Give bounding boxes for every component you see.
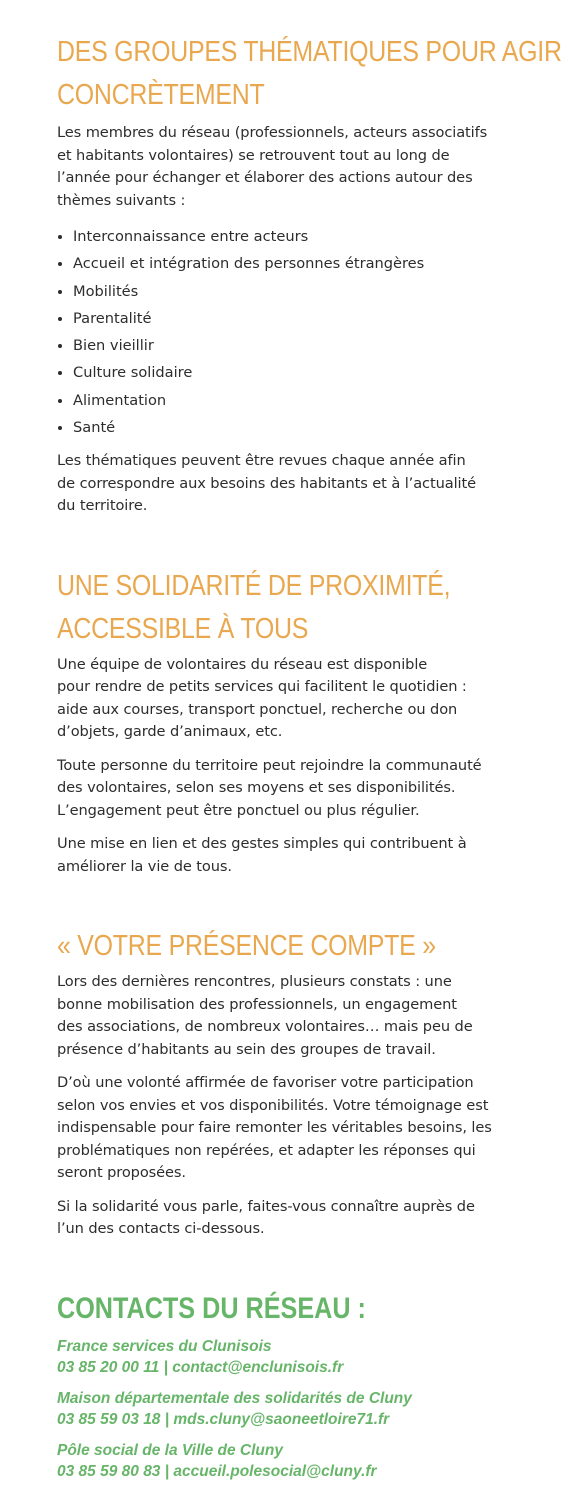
bullet-icon	[58, 344, 62, 348]
contact-details[interactable]: 03 85 59 03 18 | mds.cluny@saoneetloire71.fr	[57, 1410, 390, 1428]
intro-paragraph: Les membres du réseau (professionnels, acteurs associatifs et habitants volontaires) se retrouvent tout au long de l’année pour échanger et élaborer des actions autour des thèmes suivants :	[57, 124, 488, 209]
title-line: ACCESSIBLE À TOUS	[57, 612, 309, 645]
bullet-icon	[58, 371, 62, 375]
paragraph: Une équipe de volontaires du réseau est disponible pour rendre de petits services qui facilitent le quotidien : aide aux courses, transport ponctuel, recherche ou don d’objets, garde d’animaux, etc.	[57, 655, 467, 741]
list-item: Interconnaissance entre acteurs	[57, 223, 571, 250]
paragraph: Si la solidarité vous parle, faites-vous connaître auprès de l’un des contacts ci-dessous.	[57, 1197, 475, 1238]
contact-name: France services du Clunisois	[57, 1337, 272, 1355]
contact-card	[57, 1440, 571, 1482]
paragraph: Toute personne du territoire peut rejoindre la communauté des volontaires, selon ses moyens et ses disponibilités. L’engagement peut être ponctuel ou plus régulier.	[57, 756, 482, 819]
bullet-icon	[58, 317, 62, 321]
title-line: « VOTRE PRÉSENCE COMPTE »	[57, 930, 436, 963]
list-item: Alimentation	[57, 387, 571, 414]
list-item: Bien vieillir	[57, 332, 571, 359]
contact-card	[57, 1388, 571, 1430]
section-your-presence	[57, 922, 571, 1241]
contact-card	[57, 1336, 571, 1378]
paragraph: Une mise en lien et des gestes simples qui contribuent à améliorer la vie de tous.	[57, 835, 467, 875]
contact-details[interactable]: 03 85 59 80 83 | accueil.polesocial@cluny.fr	[57, 1462, 377, 1480]
outro-paragraph: Les thématiques peuvent être revues chaque année afin de correspondre aux besoins des habitants et à l’actualité du territoire.	[57, 452, 477, 515]
bullet-icon	[58, 426, 62, 430]
section-title	[57, 922, 499, 971]
list-item: Mobilités	[57, 278, 571, 305]
paragraph: Lors des dernières rencontres, plusieurs constats : une bonne mobilisation des professionnels, un engagement des associations, de nombreux volontaires… mais peu de présence d’habitants au sein des groupes de travail.	[57, 973, 473, 1058]
list-item: Parentalité	[57, 305, 571, 332]
title-line: UNE SOLIDARITÉ DE PROXIMITÉ,	[57, 569, 451, 602]
section-local-solidarity	[57, 562, 571, 879]
section-title	[57, 28, 562, 120]
contact-details[interactable]: 03 85 20 00 11 | contact@enclunisois.fr	[57, 1358, 344, 1376]
section-title	[57, 562, 499, 654]
bullet-icon	[58, 262, 62, 266]
paragraph: D’où une volonté affirmée de favoriser votre participation selon vos envies et vos disponibilités. Votre témoignage est indispensable pour faire remonter les véritables besoins, les problématiques non repérées, et adapter les réponses qui seront proposées.	[57, 1074, 492, 1182]
title-line: CONCRÈTEMENT	[57, 79, 265, 111]
contacts-title: CONTACTS DU RÉSEAU :	[57, 1291, 366, 1325]
list-item: Culture solidaire	[57, 359, 571, 386]
list-item: Santé	[57, 414, 571, 441]
bullet-icon	[58, 399, 62, 403]
document-page	[57, 28, 571, 1492]
list-item: Accueil et intégration des personnes étrangères	[57, 250, 571, 277]
themes-list	[57, 223, 571, 441]
title-line: DES GROUPES THÉMATIQUES POUR AGIR	[57, 36, 562, 68]
section-thematic-groups	[57, 28, 571, 518]
contact-name: Pôle social de la Ville de Cluny	[57, 1441, 283, 1459]
bullet-icon	[58, 235, 62, 239]
contact-name: Maison départementale des solidarités de Cluny	[57, 1389, 412, 1407]
section-contacts	[57, 1289, 571, 1482]
bullet-icon	[58, 290, 62, 294]
